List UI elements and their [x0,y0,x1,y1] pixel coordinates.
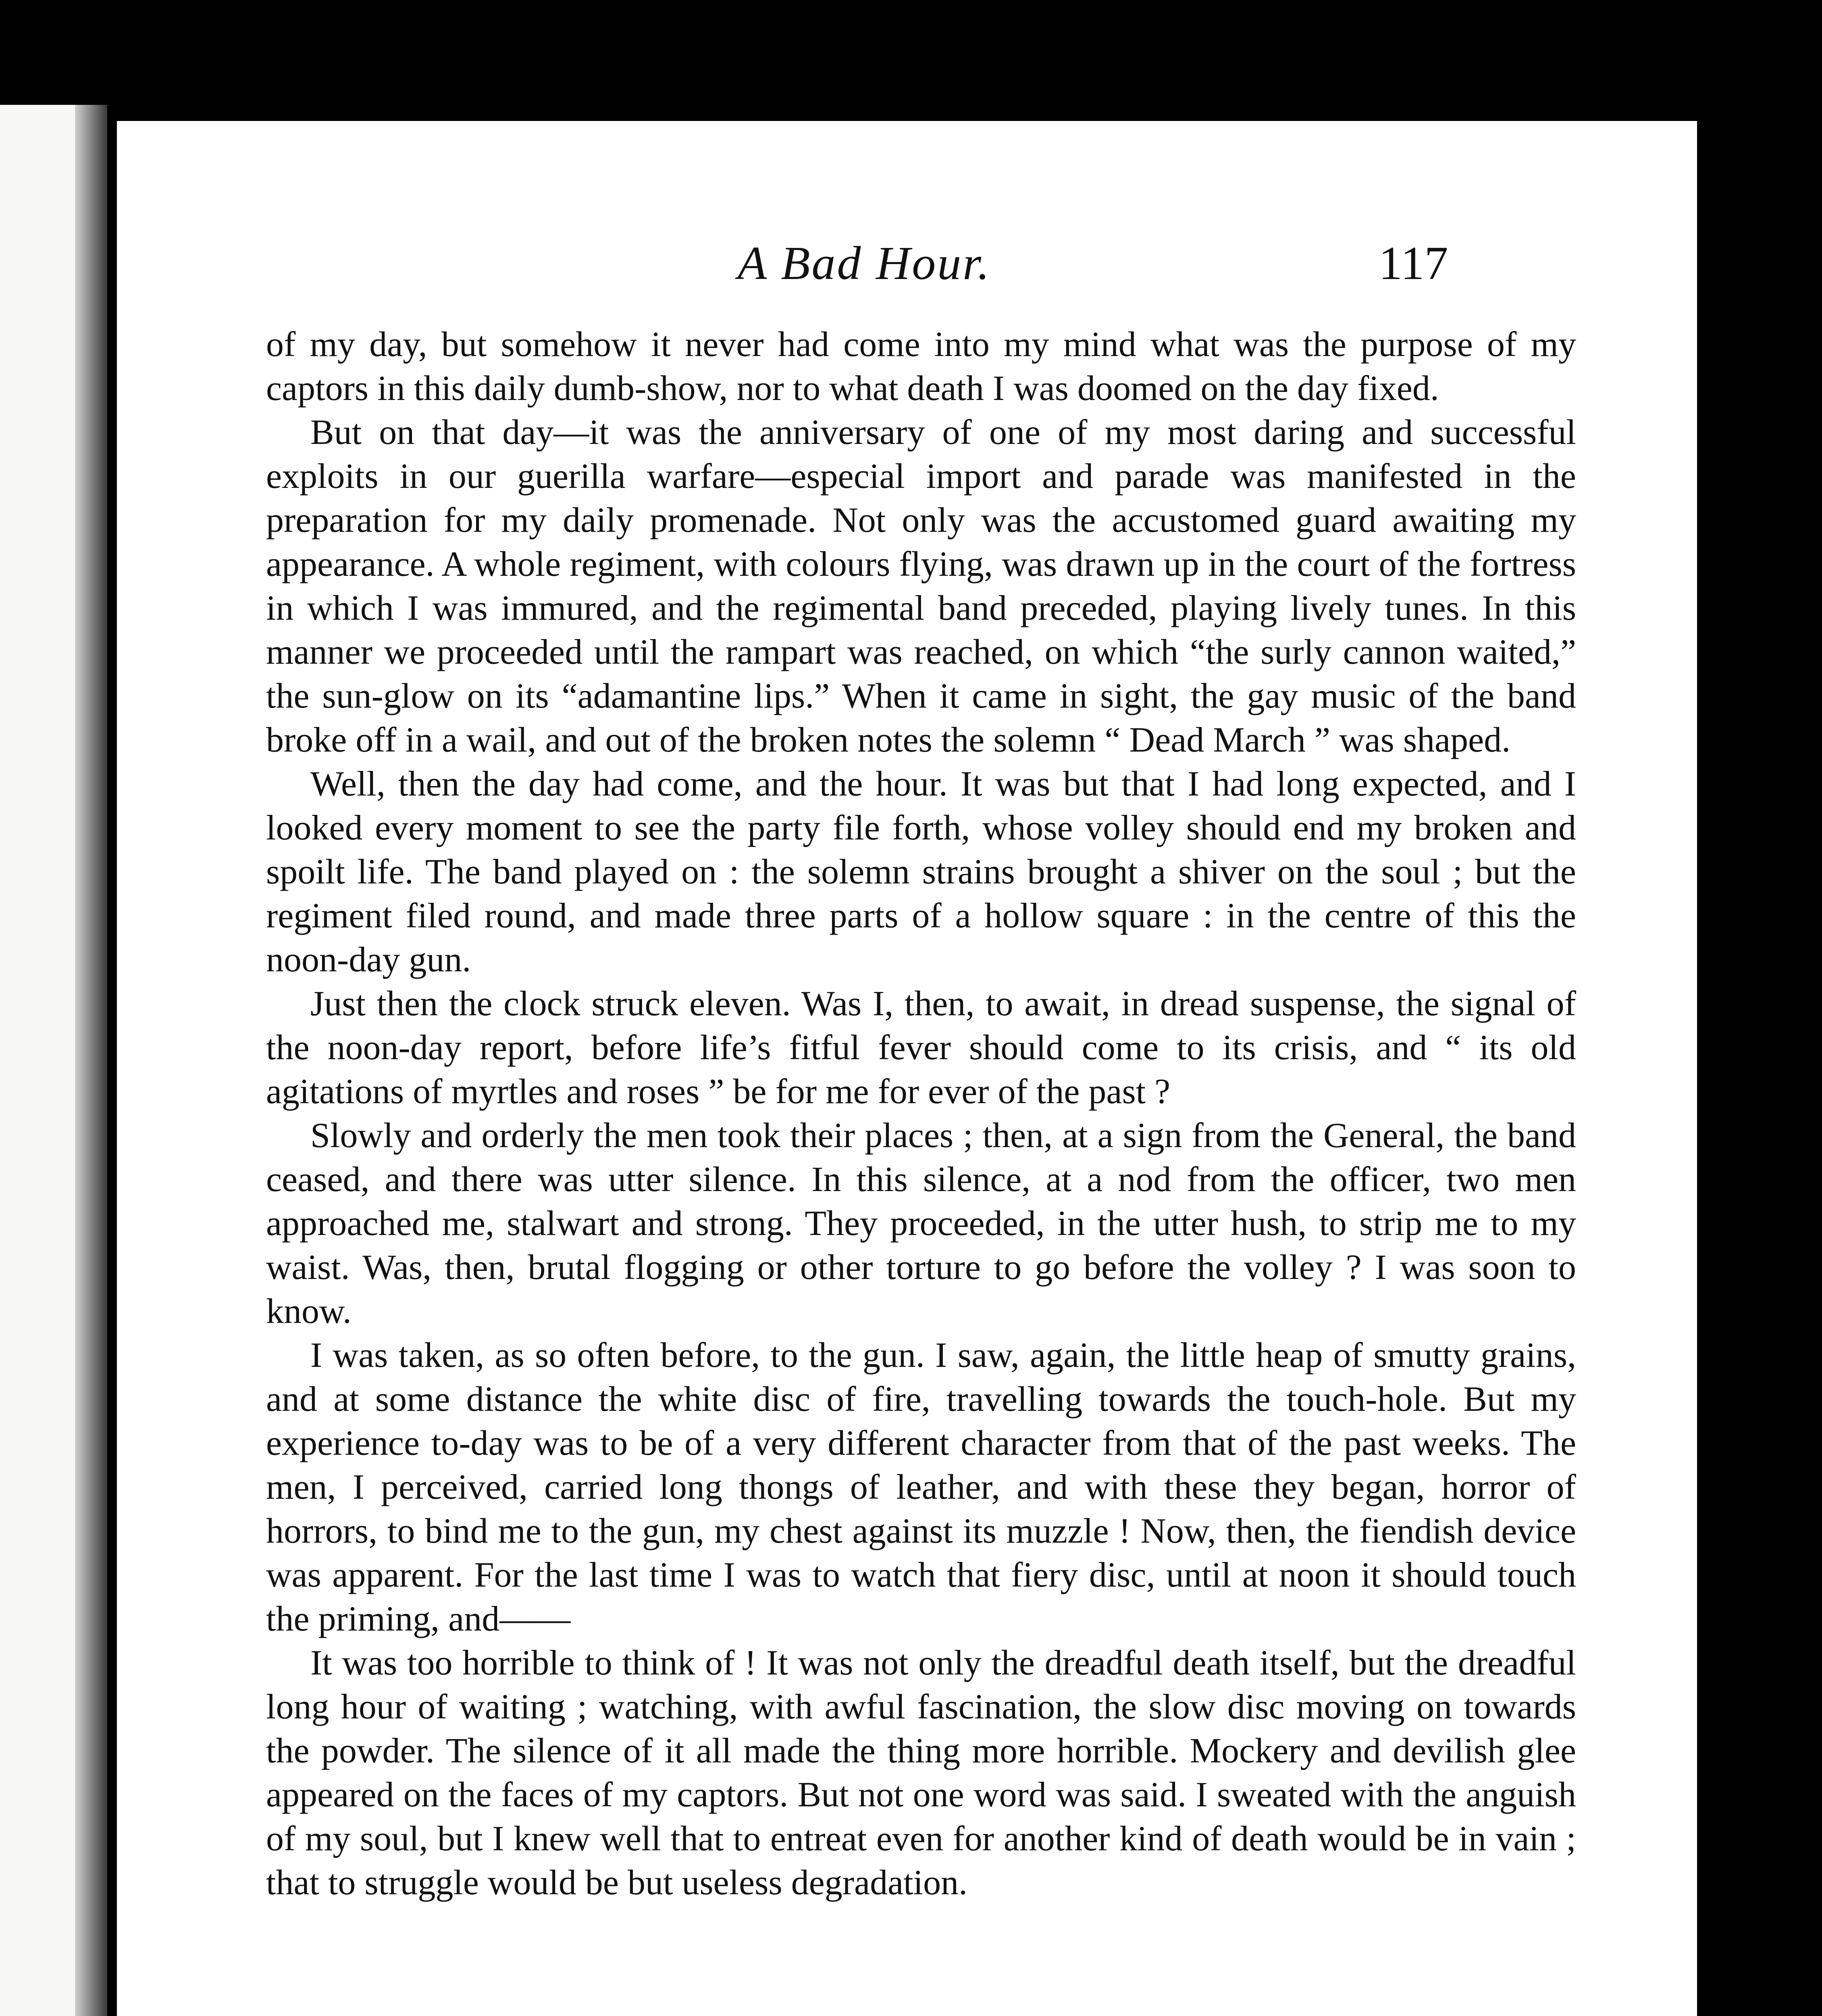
book-page [117,121,1697,2016]
running-title: A Bad Hour. [738,237,991,289]
paragraph: But on that day—it was the anniversary of one of my most daring and successful exploits in our guerilla warfare—especial import and parade was manifested in the preparation for my daily promenade. Not only was the accustomed guard awaiting my appearance. A whole regiment, with colours flying, was drawn up in the court of the fortress in which I was immured, and the regimental band preceded, playing lively tunes. In this manner we proceeded until the rampart was reached, on which “the surly cannon waited,” the sun-glow on its “adamantine lips.” When it came in sight, the gay music of the band broke off in a wail, and out of the broken notes the solemn “ Dead March ” was shaped. [266,413,1576,760]
paragraph: It was too horrible to think of ! It was not only the dreadful death itself, but the dreadful long hour of waiting ; watching, with awful fascination, the slow disc moving on towards the powder. The silence of it all made the thing more horrible. Mockery and devilish glee appeared on the faces of my captors. But not one word was said. I sweated with the anguish of my soul, but I knew well that to entreat even for another kind of death would be in vain ; that to struggle would be but useless degradation. [266,1643,1576,1902]
paragraph: Just then the clock struck eleven. Was I, then, to await, in dread suspense, the signal of the noon-day report, before life’s fitful fever should come to its crisis, and “ its old agitations of myrtles and roses ” be for me for ever of the past ? [266,984,1576,1111]
page-header [117,236,1697,300]
paragraph: Well, then the day had come, and the hour. It was but that I had long expected, and I looked every moment to see the party file forth, whose volley should end my broken and spoilt life. The band played on : the solemn strains brought a shiver on the soul ; but the regiment filed round, and made three parts of a hollow square : in the centre of this the noon-day gun. [266,764,1576,979]
page-body [266,323,1576,1905]
paragraph: I was taken, as so often before, to the gun. I saw, again, the little heap of smutty grains, and at some distance the white disc of fire, travelling towards the touch-hole. But my experience to-day was to be of a very different character from that of the past weeks. The men, I perceived, carried long thongs of leather, and with these they began, horror of horrors, to bind me to the gun, my chest against its muzzle ! Now, then, the fiendish device was apparent. For the last time I was to watch that fiery disc, until at noon it should touch the priming, and—— [266,1336,1576,1639]
page-number: 117 [1379,237,1448,289]
paragraph: of my day, but somehow it never had come into my mind what was the purpose of my captors in this daily dumb-show, nor to what death I was doomed on the day fixed. [266,325,1576,408]
book-gutter-shadow [75,105,107,2016]
paragraph: Slowly and orderly the men took their places ; then, at a sign from the General, the band ceased, and there was utter silence. In this silence, at a nod from the officer, two men approached me, stalwart and strong. They proceeded, in the utter hush, to strip me to my waist. Was, then, brutal flogging or other torture to go before the volley ? I was soon to know. [266,1116,1576,1331]
